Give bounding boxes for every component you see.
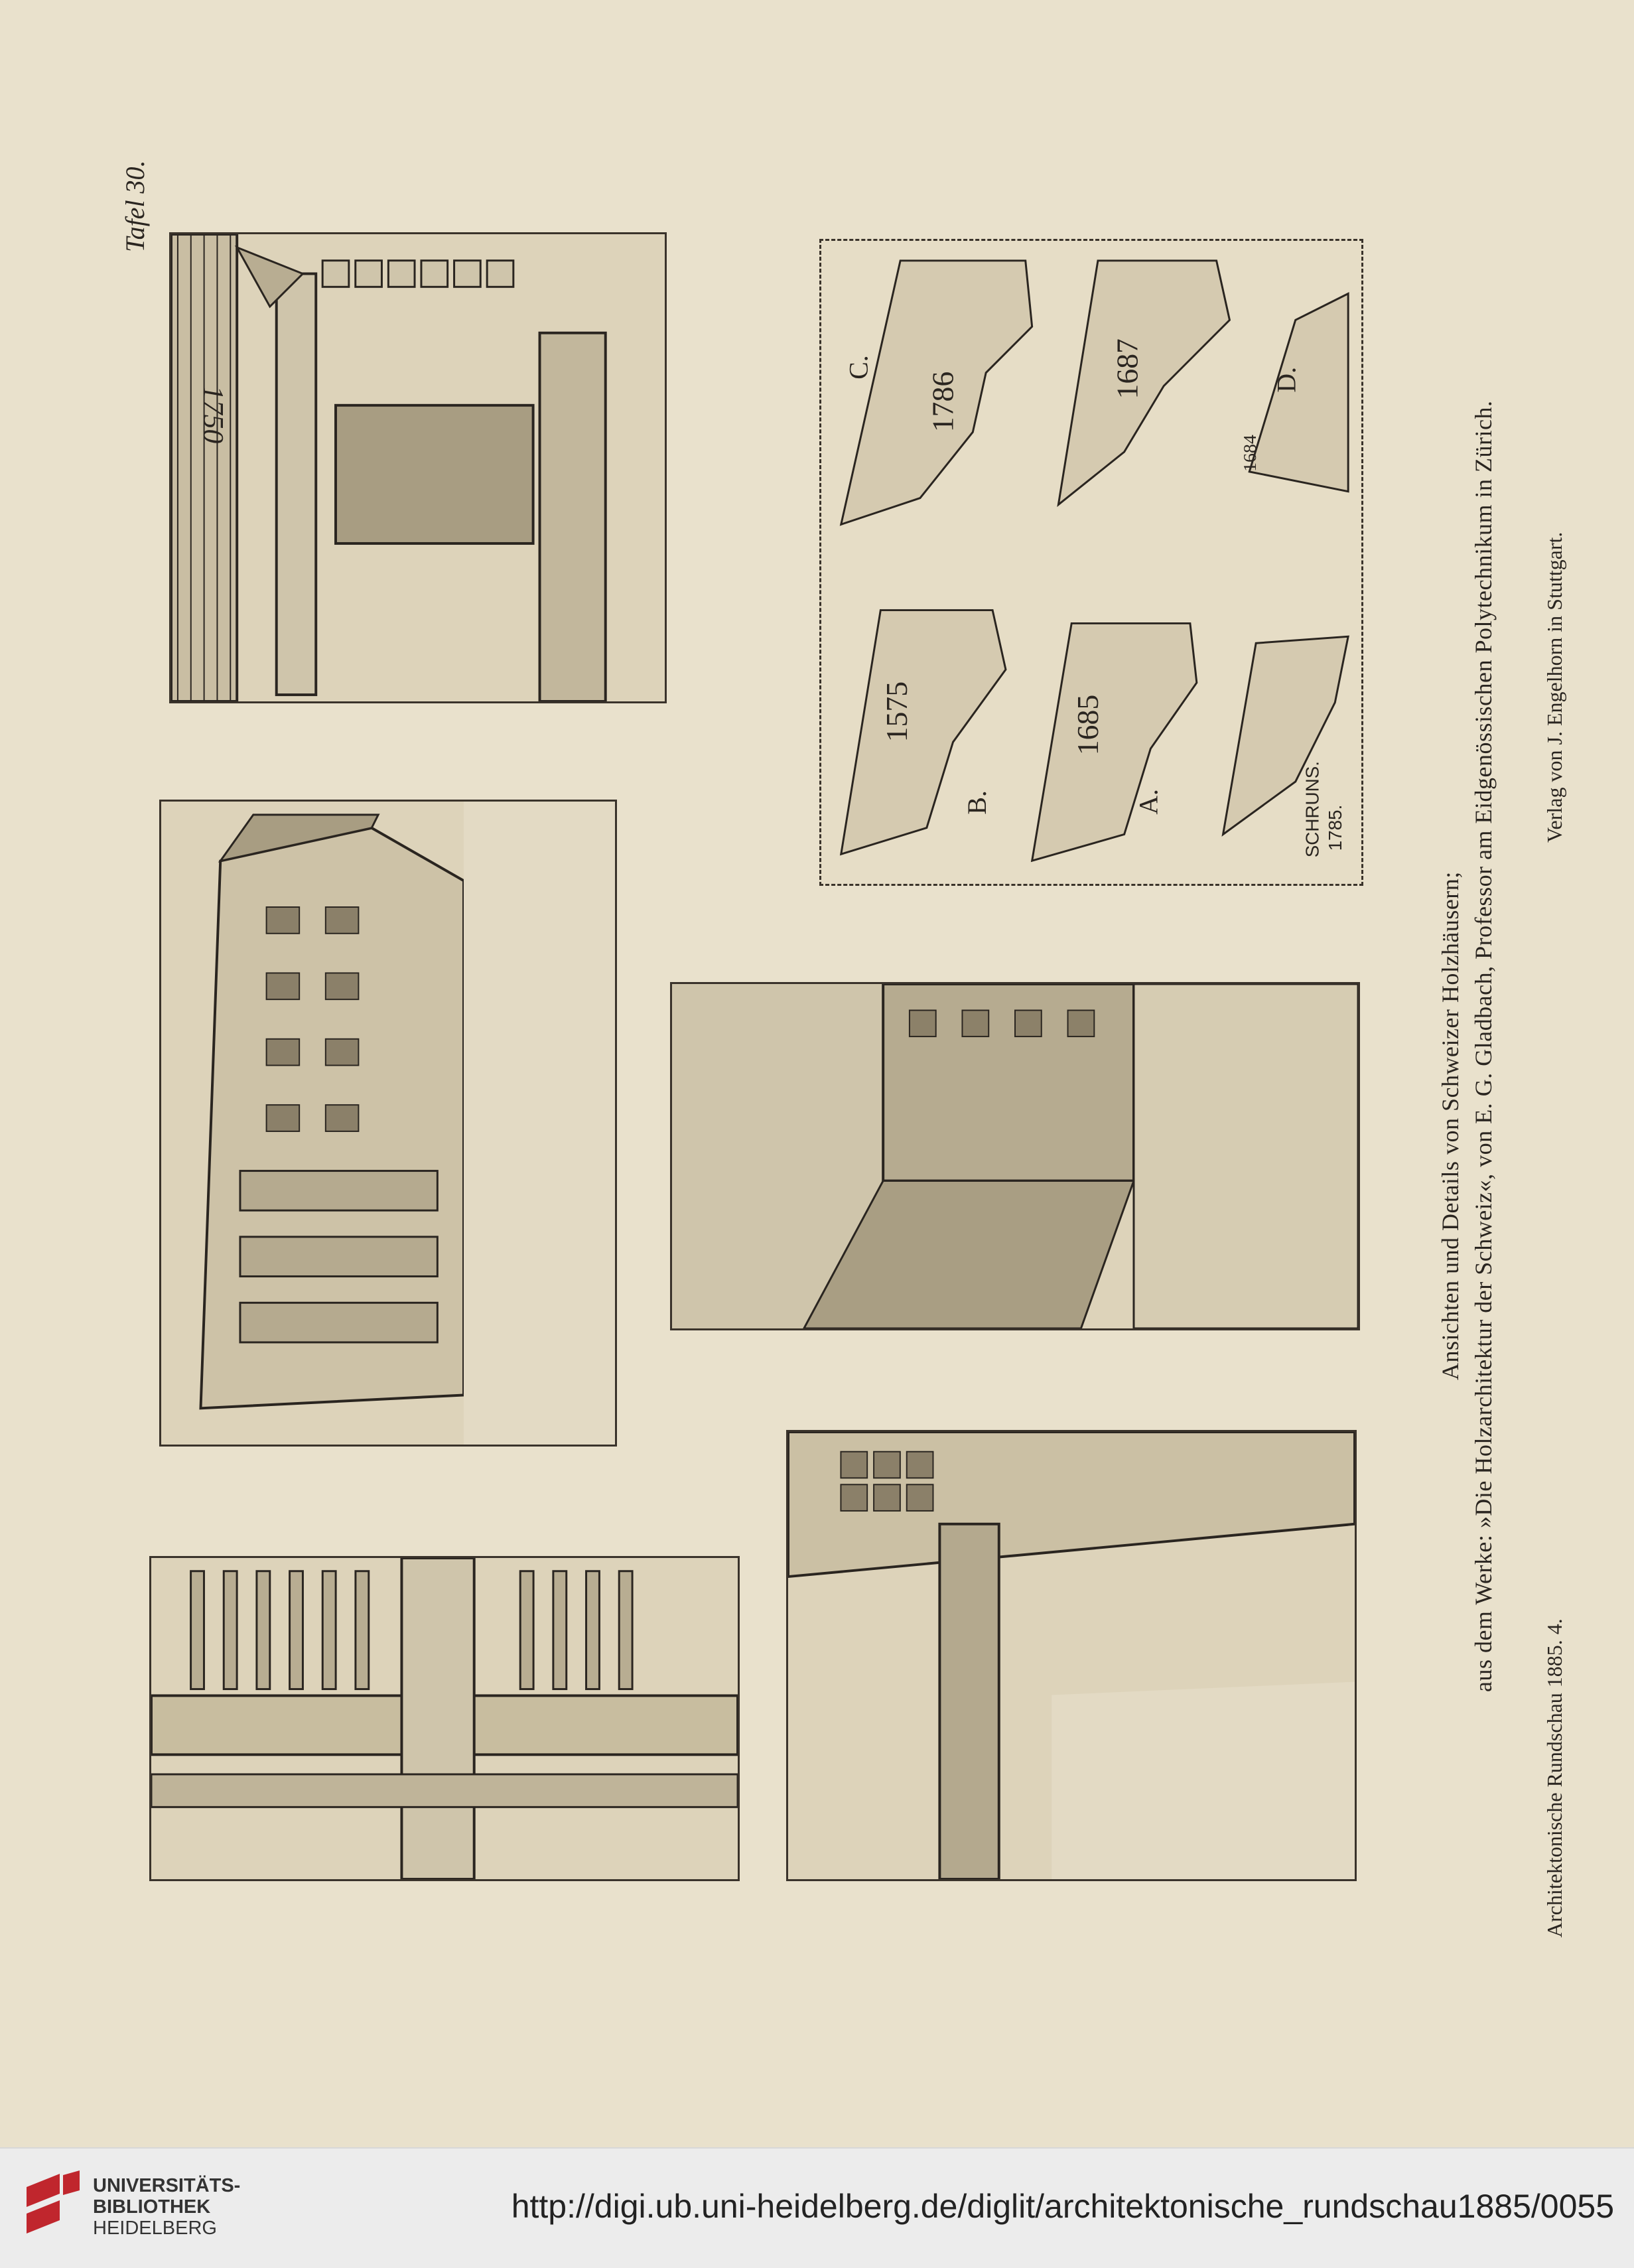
- year-label-d1: 1687: [1110, 338, 1144, 399]
- detail-label-b: B.: [963, 790, 992, 815]
- library-name-line1: UNIVERSITÄTS-: [93, 2175, 241, 2196]
- year-label-a: 1685: [1070, 694, 1105, 756]
- schruns-label: SCHRUNS.: [1302, 760, 1323, 858]
- library-logo-icon: [20, 2167, 86, 2247]
- publisher-line: Verlag von J. Engelhorn in Stuttgart.: [1542, 532, 1566, 843]
- engraving-house-view: [159, 800, 617, 1447]
- library-name: [93, 2175, 240, 2239]
- year-label-b: 1575: [880, 681, 914, 743]
- schruns-year: 1785.: [1325, 804, 1346, 851]
- library-name-line2: BIBLIOTHEK: [93, 2196, 211, 2218]
- detail-label-d: D.: [1272, 366, 1302, 393]
- library-footer: [0, 2147, 1634, 2268]
- caption-line-2: aus dem Werke: »Die Holzarchitektur der Schweiz«, von E. G. Gladbach, Professor am Eidgenössischen Polytechnikum in Zürich.: [1470, 400, 1497, 1692]
- date-label-1750: 1750: [197, 386, 230, 444]
- journal-reference: Architektonische Rundschau 1885. 4.: [1542, 1618, 1566, 1938]
- engraving-bracket-details: [819, 239, 1363, 886]
- source-url-link[interactable]: http://digi.ub.uni-heidelberg.de/diglit/architektonische_rundschau1885/0055: [511, 2188, 1614, 2225]
- engraving-gallery-view: [670, 982, 1360, 1330]
- engraving-carved-beams: [786, 1430, 1357, 1881]
- year-label-c: 1786: [925, 371, 960, 433]
- detail-label-c: C.: [844, 355, 874, 380]
- year-label-d2: 1684: [1240, 435, 1261, 472]
- caption-line-1: Ansichten und Details von Schweizer Holzhäusern;: [1437, 871, 1464, 1380]
- engraving-railing-detail: [149, 1556, 740, 1881]
- plate-number: Tafel 30.: [120, 160, 150, 252]
- detail-label-a: A.: [1134, 788, 1164, 815]
- engraving-balcony-detail: [169, 232, 667, 703]
- library-name-line3: HEIDELBERG: [93, 2218, 217, 2239]
